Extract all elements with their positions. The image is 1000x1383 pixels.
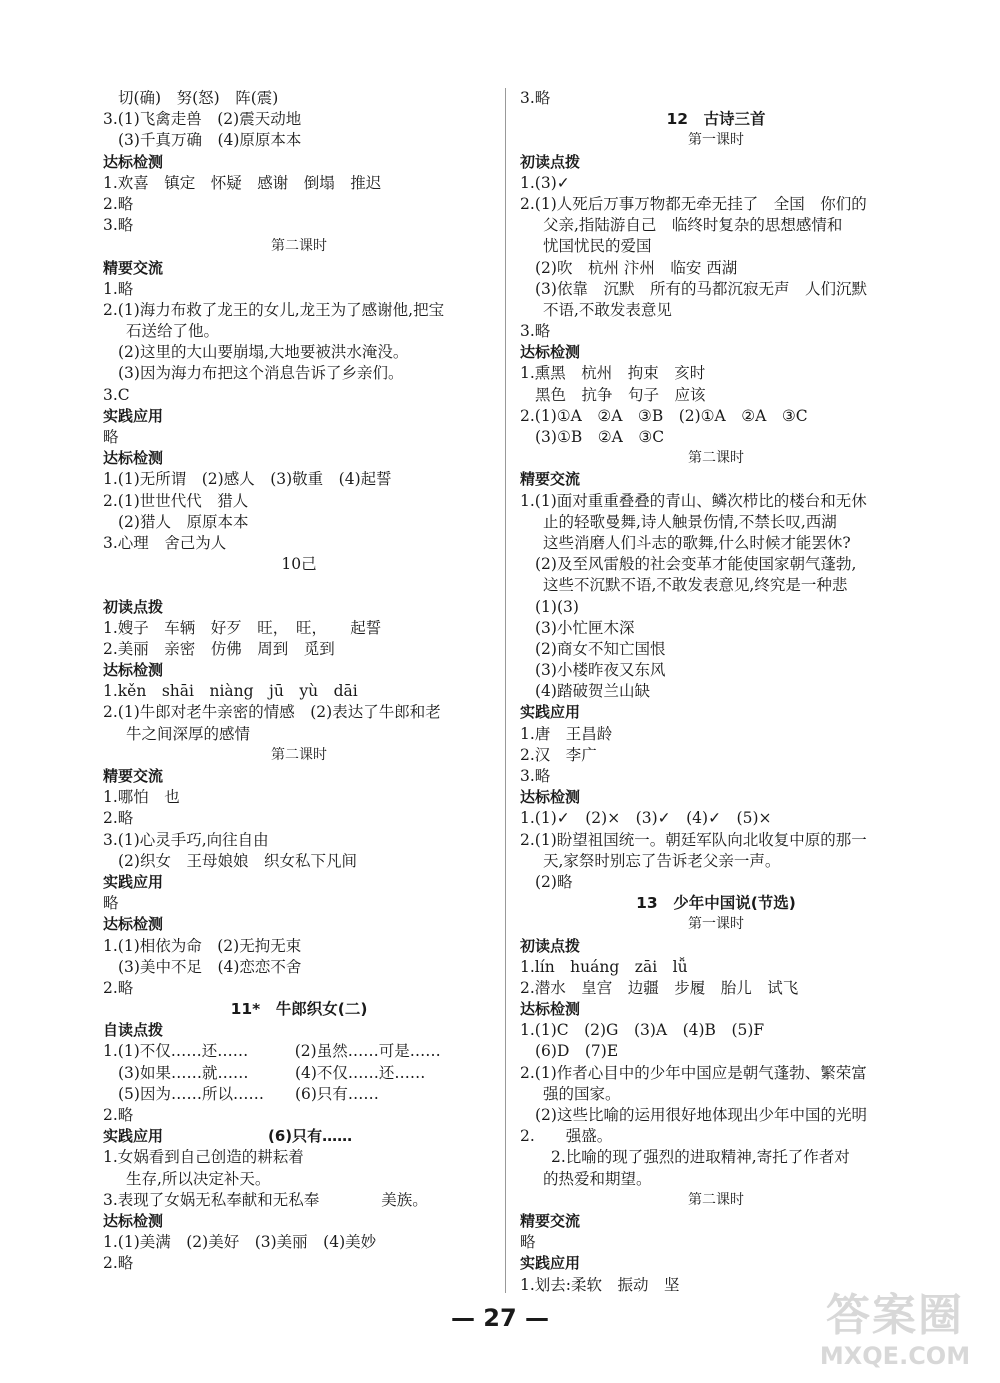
left-line: 1.欢喜 镇定 怀疑 感谢 倒塌 推迟	[103, 173, 382, 192]
right-line: 父亲,指陆游自己 临终时复杂的思想感情和	[543, 216, 843, 235]
left-line: 3.(1)心灵手巧,向往自由	[103, 830, 269, 849]
right-line: 1.(3)✓	[520, 173, 570, 192]
left-section-heading: 实践应用 (6)只有……	[103, 1127, 353, 1146]
right-line: 3.略	[520, 322, 551, 341]
right-line: (4)踏破贺兰山缺	[535, 682, 650, 701]
left-section-heading: 自读点拨	[103, 1021, 164, 1040]
right-line: 2.(1)盼望祖国统一。朝廷军队向北收复中原的那一	[520, 830, 867, 849]
right-line: (2)及至风雷般的社会变革才能使国家朝气蓬勃,	[535, 555, 857, 574]
left-line: 1.(1)美满 (2)美好 (3)美丽 (4)美妙	[103, 1233, 377, 1252]
right-line: 1.划去:柔软 振动 坚	[520, 1275, 680, 1294]
right-period-heading: 第一课时	[688, 132, 744, 149]
right-line: 1.(1)面对重重叠叠的青山、鳞次栉比的楼台和无休	[520, 491, 867, 510]
right-section-heading: 达标检测	[520, 788, 581, 807]
left-line: 生存,所以决定补天。	[126, 1169, 271, 1188]
left-section-heading: 初读点拨	[103, 597, 164, 616]
left-line: 2.美丽 亲密 仿佛 周到 觅到	[103, 639, 335, 658]
right-line: 忧国忧民的爱国	[543, 237, 652, 256]
right-line: 3.略	[520, 767, 551, 785]
right-line: 3.略	[520, 89, 551, 107]
left-line: 1.女娲看到自己创造的耕耘着	[103, 1148, 304, 1167]
right-period-heading: 第一课时	[688, 916, 744, 933]
right-line: 强的国家。	[543, 1084, 621, 1103]
right-line: (3)小楼昨夜又东风	[535, 661, 666, 680]
watermark-top: 答案圈	[826, 1290, 964, 1341]
left-line: 1.(1)不仅……还…… (2)虽然……可是……	[103, 1042, 441, 1061]
left-line: 2.略	[103, 1254, 134, 1273]
right-line: 2.比喻的现了强烈的进取精神,寄托了作者对	[520, 1148, 850, 1167]
right-line: 这些不沉默不语,不敢发表意见,终究是一种悲	[543, 576, 848, 595]
right-line: (2)商女不知亡国恨	[535, 639, 666, 658]
right-line: (2)这些比喻的运用很好地体现出少年中国的光明	[535, 1106, 867, 1124]
left-line: 略	[103, 894, 119, 913]
right-section-heading: 精要交流	[520, 470, 581, 489]
left-line: (2)织女 王母娘娘 织女私下凡间	[118, 851, 357, 870]
right-line: (3)小忙匣木深	[535, 618, 635, 637]
right-line: 2. 强盛。	[520, 1127, 613, 1146]
left-line: (3)如果……就…… (4)不仅……还……	[118, 1063, 426, 1082]
column-divider	[505, 88, 506, 1293]
right-section-heading: 达标检测	[520, 343, 581, 362]
right-lesson-title: 13 少年中国说(节选)	[636, 894, 796, 913]
right-line: 1.(1)C (2)G (3)A (4)B (5)F	[520, 1021, 765, 1040]
left-line: 切(确) 努(怒) 阵(震)	[118, 89, 279, 107]
left-line: (2)猎人 原原本本	[118, 512, 249, 531]
left-line: (5)因为……所以…… (6)只有……	[118, 1084, 379, 1103]
right-section-heading: 初读点拨	[520, 936, 581, 955]
left-line: 1.嫂子 车辆 好歹 旺， 旺， 起誓	[103, 618, 382, 637]
right-section-heading: 达标检测	[520, 1000, 581, 1019]
right-line: (2)略	[535, 872, 573, 891]
left-section-heading: 达标检测	[103, 449, 164, 468]
left-lesson-title: 11* 牛郎织女(二)	[230, 1000, 368, 1019]
right-line: 不语,不敢发表意见	[543, 300, 672, 319]
right-line: 1.(1)✓ (2)× (3)✓ (4)✓ (5)×	[520, 809, 772, 828]
left-line: 1.kěn shāi niàng jū yù dāi	[103, 682, 358, 701]
right-period-heading: 第二课时	[688, 1191, 744, 1208]
right-line: 1.唐 王昌龄	[520, 724, 613, 743]
left-section-heading: 实践应用	[103, 872, 164, 891]
right-line: (3)①B ②A ③C	[535, 428, 665, 446]
left-line: 2.略	[103, 809, 134, 828]
left-line: 牛之间深厚的感情	[126, 724, 251, 743]
right-line: 这些消磨人们斗志的歌舞,什么时候才能罢休?	[543, 533, 851, 552]
page-number: — 27 —	[450, 1304, 550, 1332]
right-section-heading: 初读点拨	[520, 152, 581, 171]
left-line: 3.心理 舍己为人	[103, 533, 227, 552]
right-lesson-title: 12 古诗三首	[666, 110, 766, 129]
right-line: (1)(3)	[535, 597, 579, 616]
left-line: 3.略	[103, 216, 134, 235]
left-line: 略	[103, 428, 119, 446]
right-line: (2)吹 杭州 汴州 临安 西湖	[535, 258, 738, 277]
left-section-heading: 达标检测	[103, 661, 164, 680]
left-line: 2.(1)海力布救了龙王的女儿,龙王为了感谢他,把宝	[103, 300, 445, 319]
left-line: 1.(1)相依为命 (2)无拘无束	[103, 936, 302, 955]
left-line: 2.略	[103, 194, 134, 213]
left-line: (3)千真万确 (4)原原本本	[118, 131, 302, 150]
left-column	[103, 88, 495, 1275]
right-line: 2.(1)作者心目中的少年中国应是朝气蓬勃、繁荣富	[520, 1063, 867, 1082]
right-line: 2.(1)①A ②A ③B (2)①A ②A ③C	[520, 406, 808, 425]
left-section-heading: 达标检测	[103, 152, 164, 171]
left-section-heading: 精要交流	[103, 258, 164, 277]
left-section-heading: 精要交流	[103, 767, 164, 785]
right-section-heading: 实践应用	[520, 703, 581, 722]
left-line: 3.(1)飞禽走兽 (2)震天动地	[103, 110, 302, 129]
left-line: 3.表现了女娲无私奉献和无私奉 美族。	[103, 1190, 428, 1209]
left-line	[103, 575, 495, 596]
right-line: 2.潜水 皇宫 边疆 步履 胎儿 试飞	[520, 978, 799, 997]
right-line: 2.汉 李广	[520, 745, 597, 764]
left-section-heading: 达标检测	[103, 1211, 164, 1230]
left-line: 2.略	[103, 1106, 134, 1124]
left-section-heading: 实践应用	[103, 406, 164, 425]
right-section-heading: 实践应用	[520, 1254, 581, 1273]
left-line: 3.C	[103, 385, 130, 404]
watermark-bottom: MXQE.COM	[819, 1342, 971, 1370]
right-line: 止的轻歌曼舞,诗人触景伤情,不禁长叹,西湖	[543, 512, 837, 531]
left-line: (3)美中不足 (4)恋恋不舍	[118, 957, 302, 976]
left-line: 1.(1)无所谓 (2)感人 (3)敬重 (4)起誓	[103, 470, 392, 489]
right-line: 黑色 抗争 句子 应该	[535, 385, 706, 404]
left-line: 2.(1)牛郎对老牛亲密的情感 (2)表达了牛郎和老	[103, 703, 441, 722]
left-line: (2)这里的大山要崩塌,大地要被洪水淹没。	[118, 343, 409, 362]
left-period-heading: 第二课时	[271, 238, 327, 255]
right-line: (6)D (7)E	[535, 1042, 619, 1061]
right-line: 2.(1)人死后万事万物都无牵无挂了 全国 你们的	[520, 194, 867, 213]
left-line: (3)因为海力布把这个消息告诉了乡亲们。	[118, 364, 404, 383]
right-line: (3)依靠 沉默 所有的马都沉寂无声 人们沉默	[535, 279, 867, 298]
watermark-logo	[800, 1291, 990, 1375]
left-line: 10己	[281, 555, 317, 574]
right-column	[520, 88, 912, 1296]
left-line: 1.哪怕 也	[103, 788, 180, 807]
left-period-heading: 第二课时	[271, 746, 327, 763]
right-line: 的热爱和期望。	[543, 1169, 652, 1188]
right-line: 略	[520, 1233, 536, 1252]
left-line: 1.略	[103, 279, 134, 298]
right-section-heading: 精要交流	[520, 1211, 581, 1230]
left-section-heading: 达标检测	[103, 915, 164, 934]
right-period-heading: 第二课时	[688, 450, 744, 467]
right-line: 1.lín huáng zāi lǚ	[520, 957, 688, 976]
left-line: 石送给了他。	[126, 322, 220, 341]
right-line: 1.熏黑 杭州 拘束 亥时	[520, 364, 706, 383]
right-line: 天,家祭时别忘了告诉老父亲一声。	[543, 851, 781, 870]
left-line: 2.(1)世世代代 猎人	[103, 491, 249, 510]
left-line: 2.略	[103, 978, 134, 997]
